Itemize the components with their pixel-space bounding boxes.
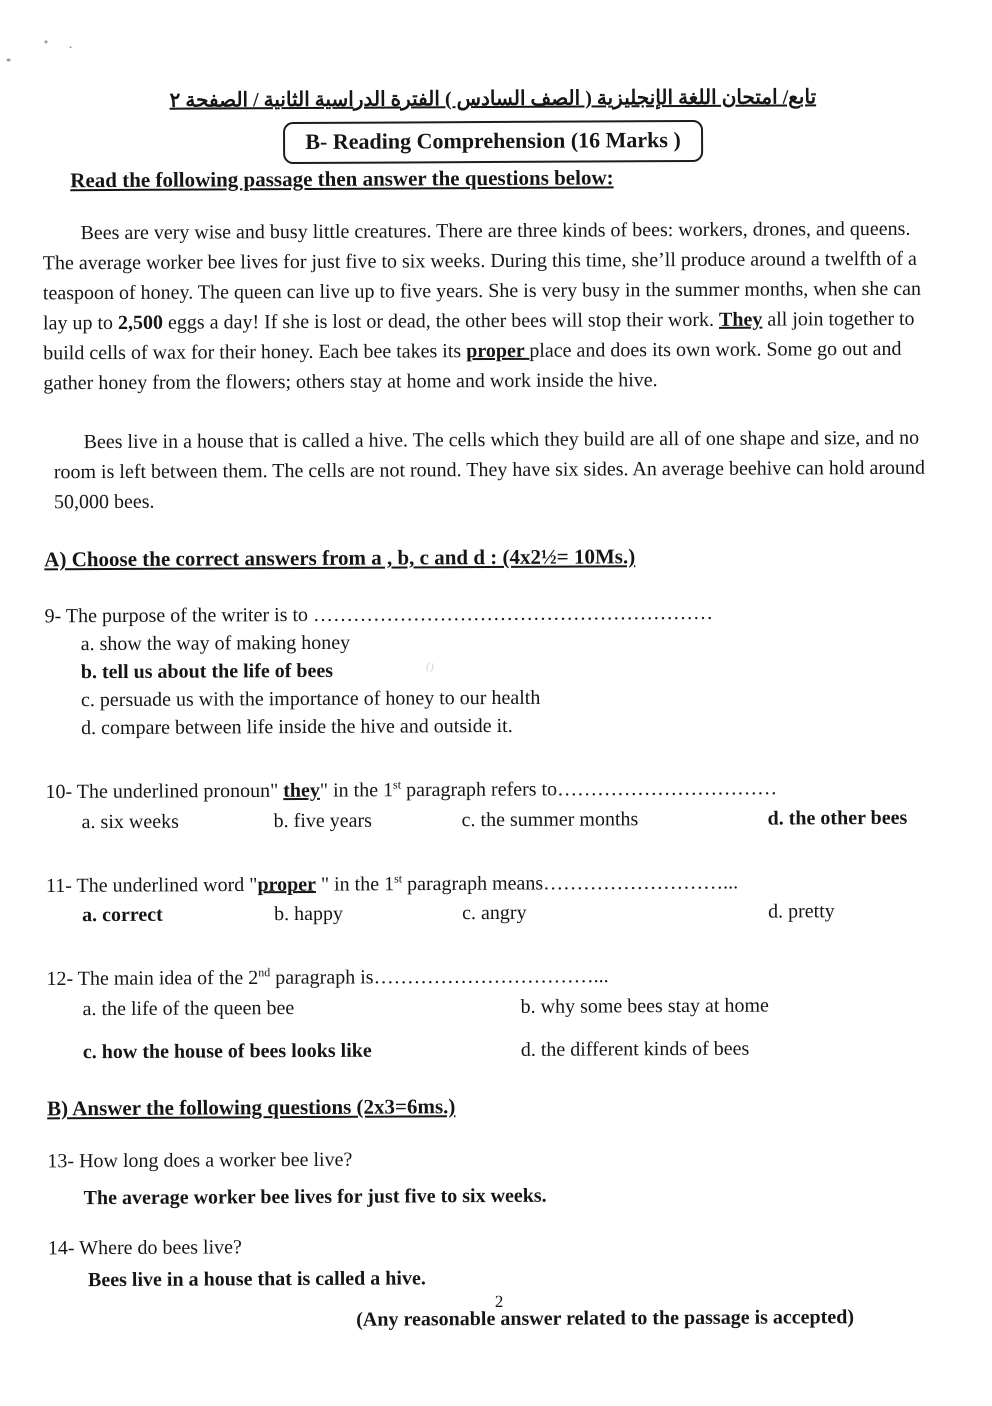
- question-10-options: [46, 803, 948, 836]
- option-label: b.: [274, 903, 290, 926]
- page-number: 2: [494, 1291, 504, 1312]
- question-11-text: " in the 1: [315, 872, 395, 896]
- option-label: c.: [82, 1041, 97, 1064]
- bold-eggs-number: 2,500: [117, 311, 164, 334]
- option-label: c.: [462, 902, 477, 925]
- option-text: correct: [102, 904, 163, 927]
- option-text: the summer months: [480, 807, 639, 831]
- option-9a: [81, 626, 947, 659]
- option-label: a.: [82, 998, 97, 1021]
- question-10-stem: [45, 768, 947, 806]
- option-text: show the way of making honey: [99, 631, 351, 656]
- option-12d: [521, 1034, 949, 1064]
- question-11-text: paragraph means: [402, 872, 544, 895]
- option-label: c.: [461, 808, 476, 831]
- option-11b: [274, 899, 462, 928]
- option-text: how the house of bees looks like: [101, 1039, 372, 1064]
- section-a-heading: A) Choose the correct answers from a , b, c and d : (4x2½= 10Ms.): [44, 544, 636, 572]
- question-9-text: 9- The purpose of the writer is to: [44, 603, 314, 628]
- question-13: [47, 1143, 949, 1213]
- option-text: compare between life inside the hive and outside it.: [101, 714, 513, 740]
- question-12-text: 12- The main idea of the 2: [46, 967, 259, 991]
- question-11-options: [46, 897, 948, 930]
- option-label: a.: [81, 810, 96, 833]
- option-label: c.: [80, 689, 95, 712]
- quoted-word-they: they: [283, 779, 320, 802]
- option-9b-correct: [81, 654, 947, 687]
- option-12c-correct: [83, 1036, 521, 1066]
- ordinal-suffix: st: [392, 777, 402, 792]
- reading-instruction: Read the following passage then answer the questions below:: [70, 165, 614, 193]
- option-11d: [768, 897, 948, 926]
- answer-dots: ……………………………………………………: [312, 601, 714, 626]
- passage-paragraph-1: [42, 214, 945, 399]
- section-b-heading: B) Answer the following questions (2x3=6ms.): [47, 1094, 456, 1121]
- option-11a-correct: [82, 900, 274, 929]
- passage-text: eggs a day! If she is lost or dead, the other bees will stop their work.: [162, 308, 720, 334]
- option-text: angry: [480, 902, 527, 925]
- answer-14: Bees live in a house that is called a hive.: [87, 1267, 426, 1292]
- scan-speck: [70, 46, 72, 48]
- option-text: tell us about the life of bees: [101, 659, 334, 684]
- passage-text: Bees are very wise and busy little creatures. There are three kinds of bees: workers, drones, and queens. The average worker bee lives for just five to six weeks. During this time, she’ll produce around a twelfth of a teaspoon of honey. The queen can live up to five years. She is very busy in the summer months, when she can lay up to: [42, 217, 922, 335]
- option-label: a.: [82, 904, 98, 927]
- option-text: why some bees stay at home: [540, 994, 769, 1018]
- option-label: d.: [520, 1038, 536, 1061]
- option-9c: [81, 682, 947, 715]
- question-9: [44, 598, 947, 743]
- question-10-text: " in the 1: [319, 779, 394, 802]
- option-9d: [81, 710, 947, 743]
- scan-speck: [7, 59, 11, 62]
- question-11-text: 11- The underlined word ": [45, 873, 258, 897]
- option-text: five years: [293, 809, 372, 832]
- passage-text: all join together to build cells of wax for their honey. Each bee takes its: [43, 307, 915, 365]
- option-12a: [83, 993, 521, 1023]
- option-text: pretty: [788, 900, 835, 923]
- marking-note: (Any reasonable answer related to the passage is accepted): [356, 1306, 855, 1331]
- question-12-options: [47, 991, 949, 1067]
- scan-smudge: ⁽⁾: [423, 659, 436, 682]
- question-10-text: paragraph refers to: [400, 778, 558, 802]
- option-label: a.: [80, 633, 95, 656]
- option-label: d.: [768, 900, 784, 923]
- question-9-options: [45, 626, 948, 743]
- option-label: b.: [273, 809, 289, 832]
- option-text: the different kinds of bees: [540, 1037, 750, 1061]
- scan-speck: [45, 40, 48, 43]
- question-10-text: 10- The underlined pronoun": [45, 779, 284, 804]
- question-10: [45, 768, 947, 836]
- question-12-stem: [46, 955, 948, 993]
- option-label: d.: [767, 807, 784, 830]
- option-text: the life of the queen bee: [101, 997, 295, 1021]
- ordinal-suffix: st: [394, 871, 403, 886]
- question-12-text: paragraph is: [270, 966, 374, 990]
- question-13-text: 13- How long does a worker bee live?: [47, 1148, 353, 1173]
- passage-paragraph-2: Bees live in a house that is called a hive. The cells which they build are all of one shape and size, and no room is left between them. The cells are not round. They have six sides. An average beehive can hold around 50,000 bees.: [53, 426, 926, 514]
- ordinal-suffix: nd: [258, 965, 271, 980]
- option-label: d.: [81, 717, 97, 740]
- answer-dots: ………………………...: [543, 871, 739, 895]
- question-14: [48, 1230, 950, 1295]
- underlined-word-proper: proper: [466, 339, 530, 363]
- option-text: persuade us with the importance of honey to our health: [99, 686, 541, 712]
- option-label: b.: [80, 661, 98, 684]
- question-11: [46, 861, 948, 929]
- answer-dots: ……………………………...: [373, 965, 609, 989]
- underlined-pronoun-they: They: [718, 308, 763, 331]
- section-title-box: B- Reading Comprehension (16 Marks ): [283, 120, 703, 164]
- question-12: [46, 955, 949, 1066]
- option-12b: [521, 991, 949, 1021]
- answer-13: The average worker bee lives for just five to six weeks.: [83, 1184, 547, 1210]
- option-text: the other bees: [788, 806, 908, 830]
- option-10d-correct: [768, 803, 948, 832]
- quoted-word-proper: proper: [257, 873, 316, 896]
- option-10b: [274, 806, 462, 835]
- option-10c: [462, 804, 768, 834]
- passage-text: place and does its own work. Some go out and gather honey from the flowers; others stay at home and work inside the hive.: [43, 337, 902, 395]
- question-14-text: 14- Where do bees live?: [47, 1236, 242, 1260]
- option-11c: [462, 898, 768, 928]
- arabic-exam-title: تابع/ امتحان اللغة الإنجليزية ( الصف السادس ) الفترة الدراسية الثانية / الصفحة ٢: [169, 86, 817, 112]
- option-label: b.: [520, 995, 536, 1018]
- question-11-stem: [46, 861, 948, 899]
- answer-dots: ……………………………: [557, 777, 778, 801]
- option-text: six weeks: [100, 810, 179, 833]
- option-10a: [82, 807, 274, 836]
- option-text: happy: [294, 903, 344, 926]
